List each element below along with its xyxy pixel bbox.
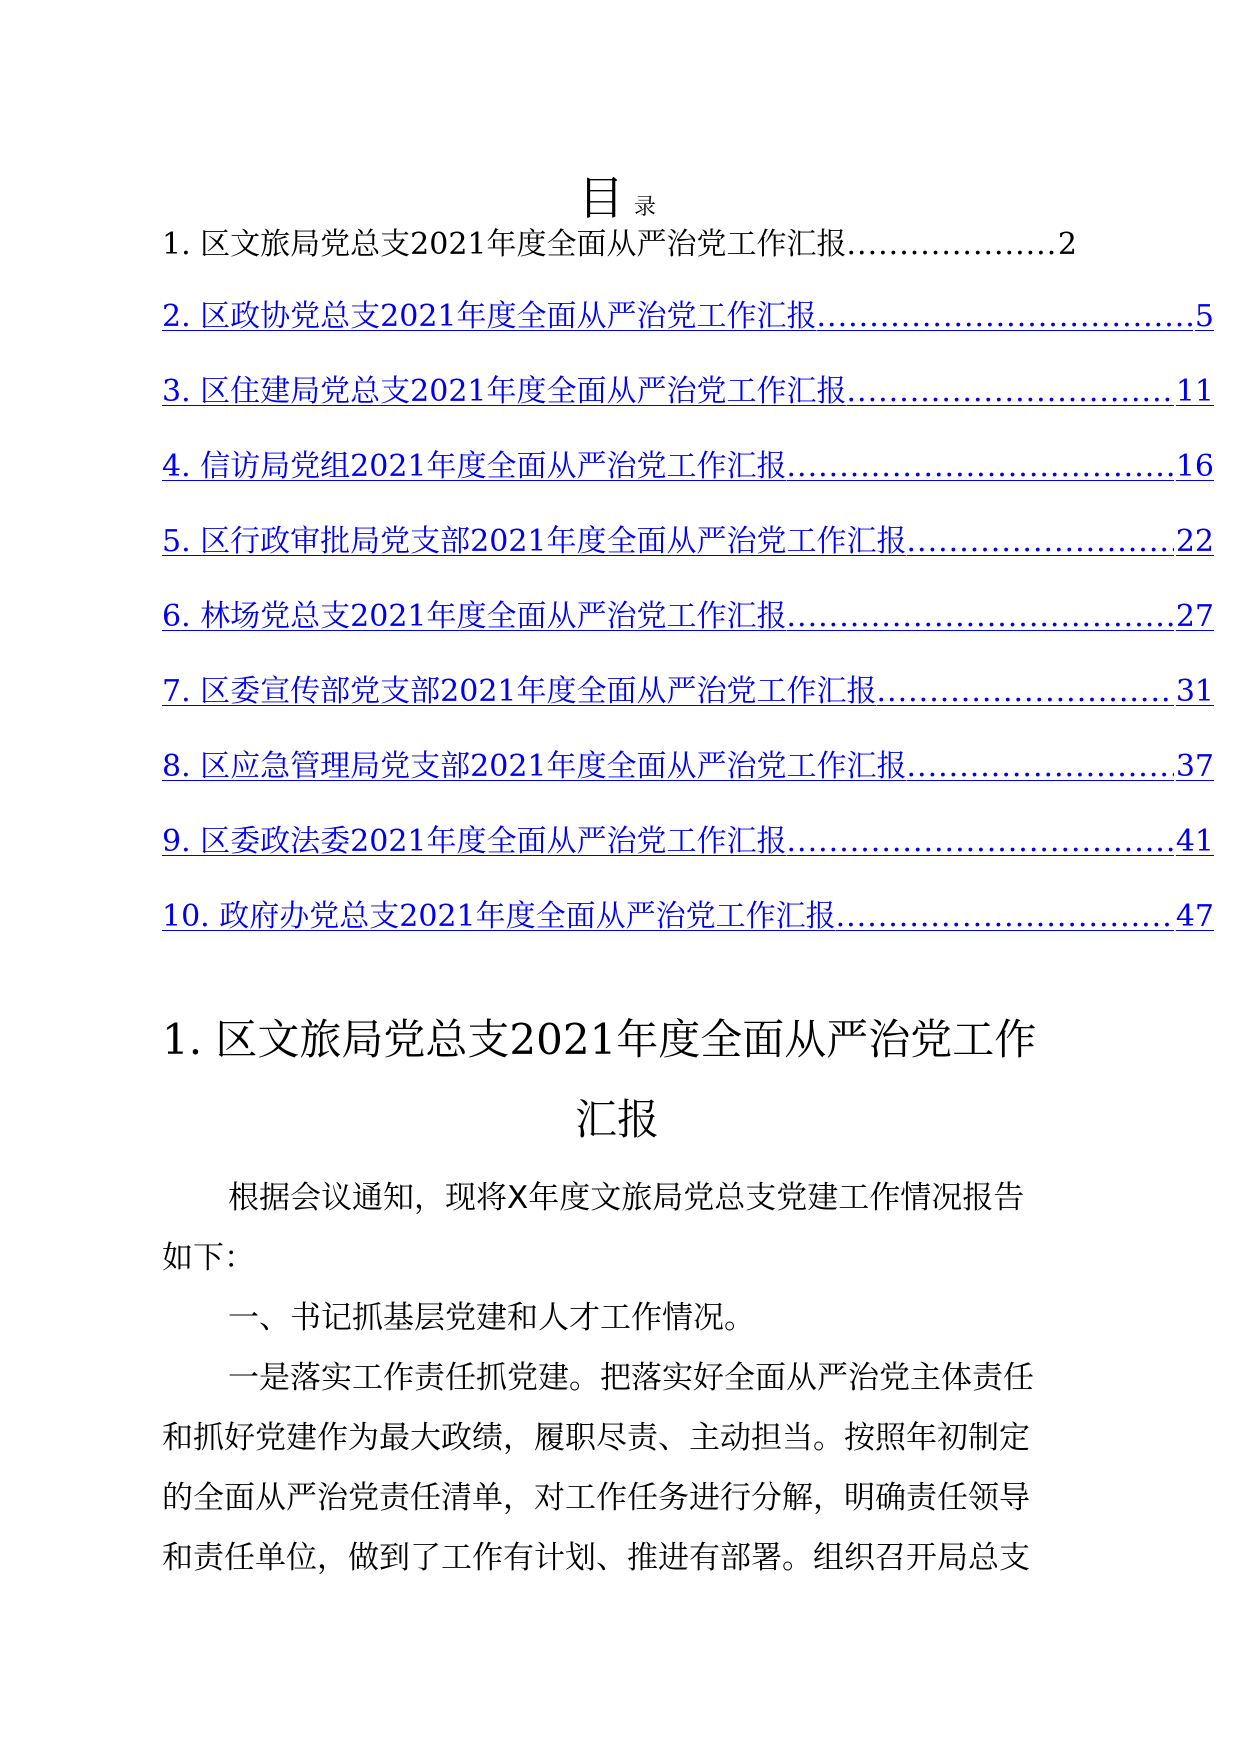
toc-leader-dots [907,745,1174,789]
body-paragraph [162,1348,1112,1588]
toc-entry-page: 47 [1175,899,1214,934]
toc-link-10[interactable] [162,895,1214,939]
toc-leader-dots [817,295,1193,339]
toc-entry-page: 22 [1175,524,1214,559]
intro-paragraph [162,1168,1112,1288]
toc-entry-label: 8. 区应急管理局党支部2021年度全面从严治党工作汇报 [162,749,907,784]
toc-link-5[interactable] [162,520,1214,564]
toc-title-sub: 录 [633,195,656,220]
toc-entry-page: 37 [1175,749,1214,784]
toc-link-8[interactable] [162,745,1214,789]
paragraph-line: 和责任单位，做到了工作有计划、推进有部署。组织召开局总支 [162,1540,1030,1576]
toc-link-9[interactable] [162,820,1214,864]
toc-entry-label: 10. 政府办党总支2021年度全面从严治党工作汇报 [162,899,836,934]
toc-entry-1[interactable] [162,223,1077,267]
toc-entry-page: 11 [1175,374,1214,409]
toc-link-4[interactable] [162,445,1214,489]
toc-leader-dots [787,445,1174,489]
toc-link-6[interactable] [162,595,1214,639]
toc-link-7[interactable] [162,670,1214,714]
toc-entry-label: 6. 林场党总支2021年度全面从严治党工作汇报 [162,599,787,634]
paragraph-line: 和抓好党建作为最大政绩，履职尽责、主动担当。按照年初制定 [162,1420,1030,1456]
toc-title-main: 目 [577,171,624,225]
toc-leader-dots [847,370,1174,414]
toc-entry-page: 27 [1175,599,1214,634]
toc-entry-label: 4. 信访局党组2021年度全面从严治党工作汇报 [162,449,787,484]
toc-leader-dots [787,595,1174,639]
toc-leader-dots [836,895,1174,939]
toc-entry-page: 2 [1057,227,1077,262]
toc-link-3[interactable] [162,370,1214,414]
paragraph-line: 根据会议通知，现将X年度文旅局党总支党建工作情况报告 [228,1180,1025,1216]
toc-entry-label: 1. 区文旅局党总支2021年度全面从严治党工作汇报 [162,227,847,262]
toc-entry-label: 7. 区委宣传部党支部2021年度全面从严治党工作汇报 [162,674,877,709]
paragraph-line: 的全面从严治党责任清单，对工作任务进行分解，明确责任领导 [162,1480,1030,1516]
toc-entry-label: 5. 区行政审批局党支部2021年度全面从严治党工作汇报 [162,524,907,559]
toc-leader-dots [877,670,1174,714]
paragraph-line: 一、书记抓基层党建和人才工作情况。 [228,1300,755,1336]
article-heading: 1. 区文旅局党总支2021年度全面从严治党工作 [162,1015,1037,1064]
section-heading [162,1288,1112,1348]
toc-link-2[interactable] [162,295,1214,339]
toc-entry-label: 9. 区委政法委2021年度全面从严治党工作汇报 [162,824,787,859]
toc-entry-label: 3. 区住建局党总支2021年度全面从严治党工作汇报 [162,374,847,409]
toc-entry-label: 2. 区政协党总支2021年度全面从严治党工作汇报 [162,299,817,334]
toc-entry-page: 5 [1194,299,1214,334]
toc-leader-dots [847,223,1056,267]
toc-entry-page: 31 [1175,674,1214,709]
paragraph-line: 如下： [162,1240,255,1276]
toc-leader-dots [787,820,1174,864]
paragraph-line: 一是落实工作责任抓党建。把落实好全面从严治党主体责任 [228,1360,1034,1396]
article-heading-continued: 汇报 [574,1095,659,1144]
toc-entry-page: 41 [1175,824,1214,859]
toc-leader-dots [907,520,1174,564]
toc-entry-page: 16 [1175,449,1214,484]
